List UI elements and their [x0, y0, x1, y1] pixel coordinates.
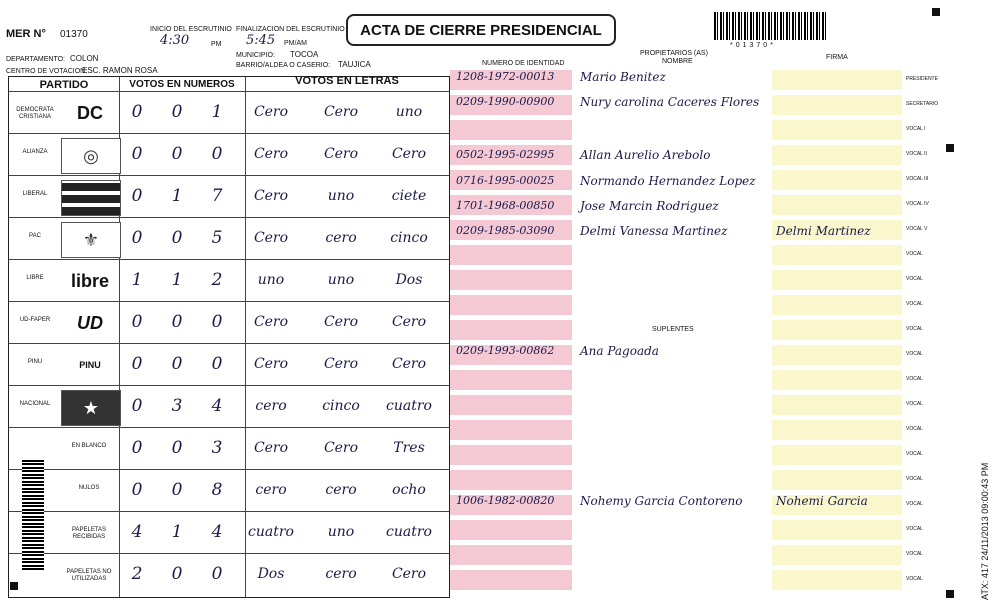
vote-word: Cero — [253, 314, 289, 330]
col-header-firma: FIRMA — [826, 54, 848, 61]
vote-digit: 1 — [131, 270, 143, 290]
vote-digit: 0 — [131, 186, 143, 206]
party-label-libre: LIBRE — [26, 275, 44, 281]
left-barcode — [22, 458, 44, 570]
member-role-label: VOCAL — [906, 326, 923, 332]
member-band — [574, 545, 770, 565]
member-band — [574, 420, 770, 440]
member-band — [772, 420, 902, 440]
member-band — [772, 245, 902, 265]
party-label-en-blanco: EN BLANCO — [71, 443, 107, 449]
vote-digit: 0 — [171, 312, 183, 332]
member-band — [574, 520, 770, 540]
vote-word: cero — [325, 230, 357, 246]
member-role-label: VOCAL — [906, 351, 923, 357]
member-role-label: VOCAL — [906, 501, 923, 507]
member-band — [450, 120, 572, 140]
barrio-label: BARRIO/ALDEA O CASERIO: — [236, 62, 331, 69]
member-band — [450, 320, 572, 340]
suplente-signature: Nohemi Garcia — [776, 494, 868, 508]
vote-word: Cero — [323, 356, 359, 372]
col-header-identidad: NUMERO DE IDENTIDAD — [482, 60, 565, 67]
member-role-label: PRESIDENTE — [906, 76, 938, 82]
suplente-id: 0209-1993-00862 — [456, 344, 555, 357]
suplente-name: Ana Pagoada — [580, 344, 659, 358]
vote-digit: 0 — [131, 438, 143, 458]
vote-word: uno — [395, 104, 423, 120]
vote-word: Cero — [253, 188, 289, 204]
member-role-label: VOCAL II — [906, 151, 927, 157]
inicio-time: 4:30 — [160, 33, 190, 48]
party-label-liberal: LIBERAL — [22, 191, 48, 197]
member-role-label: VOCAL — [906, 526, 923, 532]
vote-digit: 0 — [131, 228, 143, 248]
vote-word: Cero — [391, 566, 427, 582]
member-band — [574, 295, 770, 315]
party-logo: libre — [70, 270, 109, 291]
party-label-pac: PAC — [29, 233, 41, 239]
final-pm: PM/AM — [284, 40, 307, 47]
table-row — [9, 553, 449, 596]
vote-digit: 1 — [211, 102, 223, 122]
member-band — [772, 395, 902, 415]
mer-number: 01370 — [60, 29, 88, 40]
member-role-label: VOCAL — [906, 401, 923, 407]
vote-word: Dos — [395, 272, 423, 288]
vote-digit: 8 — [211, 480, 223, 500]
member-role-label: VOCAL I — [906, 126, 926, 132]
votes-table — [8, 76, 450, 598]
vote-word: Cero — [391, 146, 427, 162]
vote-word: Cero — [253, 146, 289, 162]
member-band — [772, 345, 902, 365]
member-band — [450, 245, 572, 265]
member-band — [772, 445, 902, 465]
vote-digit: 4 — [131, 522, 143, 542]
member-band — [574, 120, 770, 140]
vote-digit: 1 — [171, 186, 183, 206]
vote-word: cinco — [390, 230, 428, 246]
member-band — [772, 170, 902, 190]
vote-word: ocho — [392, 482, 426, 498]
member-id: 0209-1990-00900 — [456, 95, 555, 108]
table-row — [9, 91, 449, 134]
member-signature: Delmi Martinez — [776, 224, 871, 238]
member-name: Mario Benitez — [580, 70, 666, 84]
member-role-label: VOCAL — [906, 576, 923, 582]
vote-digit: 4 — [211, 522, 223, 542]
member-band — [574, 445, 770, 465]
member-band — [772, 370, 902, 390]
vote-word: uno — [327, 188, 355, 204]
vote-digit: 2 — [211, 270, 223, 290]
member-band — [450, 520, 572, 540]
party-label-nulos: NULOS — [78, 485, 100, 491]
nacional-star-icon: ★ — [61, 390, 121, 426]
member-id: 0209-1985-03090 — [456, 224, 555, 237]
member-band — [772, 120, 902, 140]
vote-word: cero — [325, 566, 357, 582]
member-band — [772, 570, 902, 590]
timestamp-stamp: ATX: 417 24/11/2013 09:00:43 PM — [980, 462, 990, 600]
registration-mark — [10, 582, 18, 590]
vote-digit: 0 — [131, 144, 143, 164]
mer-label: MER N° — [6, 28, 46, 40]
vote-digit: 4 — [211, 396, 223, 416]
vote-digit: 1 — [171, 522, 183, 542]
vote-digit: 0 — [131, 312, 143, 332]
col-header-letras: VOTOS EN LETRAS — [295, 75, 399, 87]
table-row — [9, 175, 449, 218]
member-role-label: VOCAL — [906, 276, 923, 282]
member-band — [574, 395, 770, 415]
table-row — [9, 511, 449, 554]
vote-digit: 0 — [131, 480, 143, 500]
inicio-label: INICIO DEL ESCRUTINIO — [150, 26, 232, 33]
party-label-nacional: NACIONAL — [19, 401, 51, 407]
vote-digit: 0 — [131, 354, 143, 374]
member-id: 1701-1968-00850 — [456, 199, 555, 212]
table-row — [9, 469, 449, 512]
vote-word: cuatro — [248, 524, 294, 540]
suplente-name: Nohemy Garcia Contoreno — [580, 494, 743, 508]
vote-digit: 0 — [171, 438, 183, 458]
party-label-papeletas-recibidas: PAPELETAS RECIBIDAS — [71, 527, 107, 540]
member-band — [574, 570, 770, 590]
vote-digit: 0 — [211, 312, 223, 332]
vote-digit: 1 — [171, 270, 183, 290]
municipio-label: MUNICIPIO: — [236, 52, 275, 59]
member-band — [450, 295, 572, 315]
member-band — [772, 320, 902, 340]
vote-digit: 0 — [171, 564, 183, 584]
member-role-label: VOCAL — [906, 376, 923, 382]
vote-digit: 2 — [131, 564, 143, 584]
vote-word: Dos — [257, 566, 285, 582]
member-band — [450, 545, 572, 565]
vote-digit: 0 — [171, 144, 183, 164]
member-band — [574, 470, 770, 490]
member-band — [772, 545, 902, 565]
liberal-flag-icon — [61, 180, 121, 216]
party-logo: DC — [77, 102, 103, 123]
member-name: Nury carolina Caceres Flores — [580, 95, 760, 109]
member-band — [450, 445, 572, 465]
member-band — [574, 370, 770, 390]
table-row — [9, 259, 449, 302]
member-band — [450, 570, 572, 590]
party-label-pinu: PINU — [27, 359, 43, 365]
col-header-partido: PARTIDO — [39, 79, 89, 91]
col-header-nombre: NOMBRE — [662, 58, 693, 65]
suplentes-label: SUPLENTES — [652, 326, 694, 333]
member-band — [450, 370, 572, 390]
vote-word: Cero — [323, 104, 359, 120]
vote-word: uno — [327, 272, 355, 288]
member-band — [772, 95, 902, 115]
table-row — [9, 385, 449, 428]
table-row — [9, 301, 449, 344]
vote-word: cuatro — [386, 524, 432, 540]
vote-word: Cero — [253, 230, 289, 246]
centro-label: CENTRO DE VOTACION: — [6, 68, 88, 75]
vote-word: cuatro — [386, 398, 432, 414]
member-role-label: VOCAL — [906, 476, 923, 482]
table-row — [9, 133, 449, 176]
vote-word: cinco — [322, 398, 360, 414]
vote-word: uno — [327, 524, 355, 540]
vote-word: Cero — [391, 356, 427, 372]
final-label: FINALIZACION DEL ESCRUTINIO — [236, 26, 345, 33]
registration-mark — [932, 8, 940, 16]
vote-word: Tres — [393, 440, 425, 456]
member-band — [772, 195, 902, 215]
member-name: Normando Hernandez Lopez — [580, 174, 756, 188]
vote-digit: 0 — [171, 102, 183, 122]
member-band — [772, 145, 902, 165]
col-header-propietarios: PROPIETARIOS (AS) — [640, 50, 708, 57]
member-role-label: VOCAL — [906, 426, 923, 432]
departamento-label: DEPARTAMENTO: — [6, 56, 65, 63]
member-band — [450, 270, 572, 290]
vote-digit: 0 — [211, 564, 223, 584]
vote-digit: 7 — [211, 186, 223, 206]
vote-digit: 0 — [211, 144, 223, 164]
member-band — [772, 270, 902, 290]
party-label-democrata-cristiana: DEMOCRATA CRISTIANA — [16, 107, 54, 120]
member-name: Allan Aurelio Arebolo — [580, 148, 711, 162]
pac-shield-icon: ⚜ — [61, 222, 121, 258]
vote-word: cero — [325, 482, 357, 498]
vote-word: Cero — [253, 440, 289, 456]
vote-word: Cero — [323, 440, 359, 456]
vote-word: Cero — [323, 314, 359, 330]
final-time: 5:45 — [246, 33, 276, 48]
member-role-label: VOCAL — [906, 451, 923, 457]
member-band — [772, 470, 902, 490]
member-band — [772, 70, 902, 90]
member-id: 0502-1995-02995 — [456, 148, 555, 161]
vote-word: cero — [255, 398, 287, 414]
member-id: 1208-1972-00013 — [456, 70, 555, 83]
vote-digit: 0 — [171, 480, 183, 500]
vote-word: cero — [255, 482, 287, 498]
alianza-icon: ◎ — [61, 138, 121, 174]
member-role-label: VOCAL IV — [906, 201, 929, 207]
suplente-id: 1006-1982-00820 — [456, 494, 555, 507]
vote-digit: 0 — [131, 102, 143, 122]
vote-digit: 0 — [131, 396, 143, 416]
table-row — [9, 217, 449, 260]
vote-digit: 0 — [171, 354, 183, 374]
member-band — [450, 470, 572, 490]
centro-value: ESC. RAMON ROSA — [82, 66, 158, 75]
party-label-papeletas-no-utilizadas: PAPELETAS NO UTILIZADAS — [66, 569, 112, 582]
vote-word: Cero — [391, 314, 427, 330]
member-id: 0716-1995-00025 — [456, 174, 555, 187]
vote-digit: 3 — [171, 396, 183, 416]
party-logo: UD — [77, 312, 103, 333]
registration-mark — [946, 590, 954, 598]
document-title: ACTA DE CIERRE PRESIDENCIAL — [346, 14, 616, 46]
table-row — [9, 343, 449, 386]
party-label-ud-faper: UD-FAPER — [19, 317, 51, 323]
member-role-label: VOCAL — [906, 251, 923, 257]
barrio-value: TAUJICA — [338, 60, 371, 69]
departamento-value: COLON — [70, 54, 99, 63]
vote-word: Cero — [253, 104, 289, 120]
top-barcode — [714, 12, 826, 40]
vote-digit: 3 — [211, 438, 223, 458]
municipio-value: TOCOA — [290, 50, 319, 59]
member-role-label: VOCAL — [906, 551, 923, 557]
vote-word: ciete — [391, 188, 427, 204]
member-band — [772, 295, 902, 315]
member-band — [574, 245, 770, 265]
vote-digit: 0 — [211, 354, 223, 374]
vote-digit: 5 — [211, 228, 223, 248]
col-header-numeros: VOTOS EN NUMEROS — [129, 79, 235, 90]
member-role-label: VOCAL — [906, 301, 923, 307]
member-role-label: VOCAL III — [906, 176, 929, 182]
member-band — [450, 395, 572, 415]
vote-word: Cero — [253, 356, 289, 372]
member-role-label: SECRETARIO — [906, 101, 939, 107]
member-band — [450, 420, 572, 440]
vote-word: Cero — [323, 146, 359, 162]
member-role-label: VOCAL V — [906, 226, 928, 232]
vote-digit: 0 — [171, 228, 183, 248]
member-name: Jose Marcin Rodriguez — [580, 199, 719, 213]
member-name: Delmi Vanessa Martinez — [580, 224, 728, 238]
party-logo: PINU — [79, 360, 101, 370]
top-barcode-text: *01370* — [730, 42, 776, 49]
member-band — [772, 520, 902, 540]
vote-word: uno — [257, 272, 285, 288]
party-label-alianza: ALIANZA — [22, 149, 48, 155]
registration-mark — [946, 144, 954, 152]
inicio-pm: PM — [211, 41, 222, 48]
member-band — [574, 270, 770, 290]
table-row — [9, 427, 449, 470]
